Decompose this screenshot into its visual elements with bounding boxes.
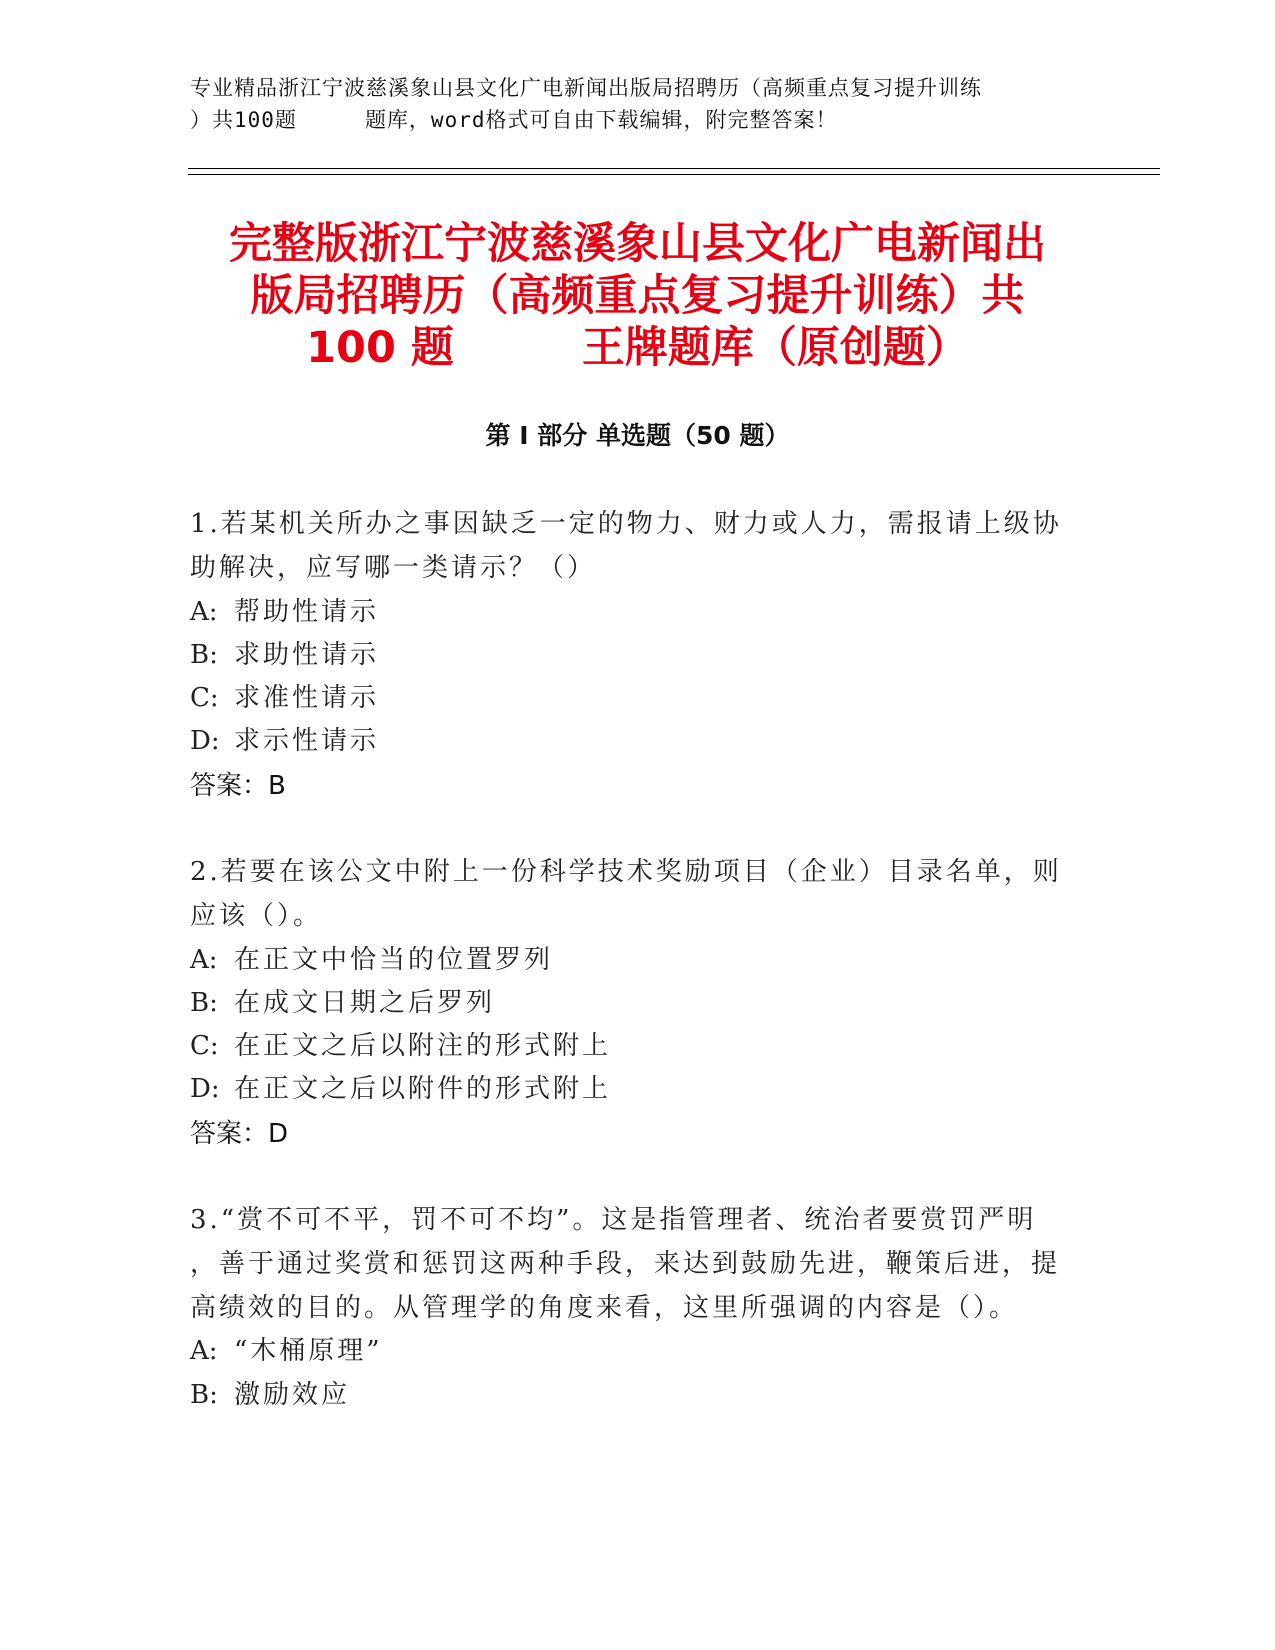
section-title: 第 I 部分 单选题（50 题） xyxy=(485,421,790,450)
option-label: B: xyxy=(190,640,218,670)
question-1-option-b xyxy=(190,637,1090,673)
question-3-stem-line-1: 3.“赏不可不平，罚不可不均”。这是指管理者、统治者要赏罚严明 xyxy=(190,1205,1037,1235)
question-2-option-a xyxy=(190,942,1090,978)
header-rule-bottom xyxy=(188,174,1160,175)
option-label: B: xyxy=(190,1380,218,1410)
document-title-line-3 xyxy=(0,322,1275,374)
question-1-option-c xyxy=(190,680,1090,716)
option-text: “木桶原理” xyxy=(234,1336,383,1366)
option-label: C: xyxy=(190,1031,219,1061)
option-text: 帮助性请示 xyxy=(234,597,380,627)
option-label: A: xyxy=(190,1336,218,1366)
question-2-stem-line-1: 2.若要在该公文中附上一份科学技术奖励项目（企业）目录名单，则 xyxy=(190,857,1062,887)
option-label: D: xyxy=(190,1074,220,1104)
header-line-2-part-b: 题库，word格式可自由下载编辑，附完整答案！ xyxy=(364,108,838,132)
question-2-answer: 答案：D xyxy=(190,1119,289,1149)
header-line-1: 专业精品浙江宁波慈溪象山县文化广电新闻出版局招聘历（高频重点复习提升训练 xyxy=(190,76,982,100)
title-line-3-part-b: 王牌题库（原创题） xyxy=(581,323,969,373)
question-1-stem-line-1: 1.若某机关所办之事因缺乏一定的物力、财力或人力，需报请上级协 xyxy=(190,509,1062,539)
option-text: 在正文之后以附件的形式附上 xyxy=(234,1074,612,1104)
option-text: 在正文中恰当的位置罗列 xyxy=(234,945,554,975)
option-label: B: xyxy=(190,988,218,1018)
question-1-option-a xyxy=(190,594,1090,630)
document-title-line-2: 版局招聘历（高频重点复习提升训练）共 xyxy=(250,271,1025,321)
question-1-stem-line-2: 助解决，应写哪一类请示？（） xyxy=(190,553,597,583)
question-3-option-a xyxy=(190,1333,1090,1369)
option-label: A: xyxy=(190,597,218,627)
question-1-answer: 答案：B xyxy=(190,771,286,801)
option-label: D: xyxy=(190,726,220,756)
option-text: 求助性请示 xyxy=(234,640,380,670)
option-text: 激励效应 xyxy=(234,1380,351,1410)
option-label: A: xyxy=(190,945,218,975)
header-rule-top xyxy=(188,168,1160,169)
option-text: 求示性请示 xyxy=(234,726,380,756)
question-2-option-d xyxy=(190,1071,1090,1107)
question-3-stem-line-3: 高绩效的目的。从管理学的角度来看，这里所强调的内容是（）。 xyxy=(190,1293,1019,1323)
question-2-stem-line-2: 应该（）。 xyxy=(190,901,323,931)
title-line-3-part-a: 100 题 xyxy=(306,323,454,373)
option-text: 在正文之后以附注的形式附上 xyxy=(234,1031,612,1061)
question-3-option-b xyxy=(190,1377,1090,1413)
option-label: C: xyxy=(190,683,219,713)
document-title-line-1: 完整版浙江宁波慈溪象山县文化广电新闻出 xyxy=(229,219,1046,269)
header-line-2 xyxy=(190,104,1090,136)
question-2-option-b xyxy=(190,985,1090,1021)
option-text: 在成文日期之后罗列 xyxy=(234,988,496,1018)
question-1-option-d xyxy=(190,723,1090,759)
question-3-stem-line-2: ，善于通过奖赏和惩罚这两种手段，来达到鼓励先进，鞭策后进，提 xyxy=(190,1249,1061,1279)
question-2-option-c xyxy=(190,1028,1090,1064)
header-line-2-part-a: ）共100题 xyxy=(190,108,297,132)
option-text: 求准性请示 xyxy=(234,683,380,713)
